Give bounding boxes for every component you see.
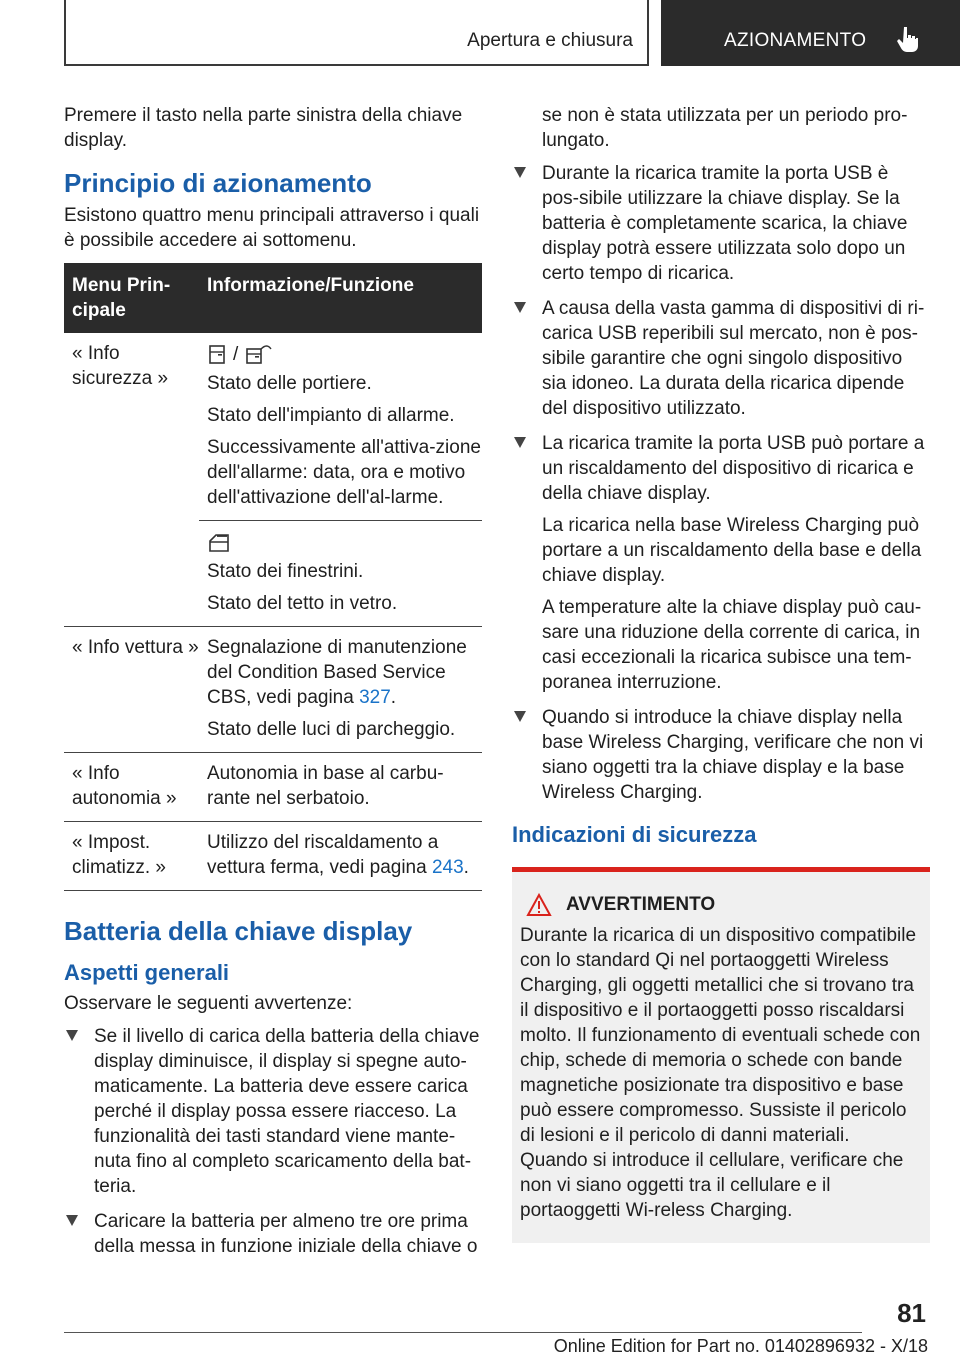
heading-aspetti: Aspetti generali xyxy=(64,960,230,985)
info-finestrini: Stato dei finestrini. xyxy=(207,561,364,582)
menu-table xyxy=(64,263,482,891)
left-column xyxy=(64,103,482,1269)
footer-edition: Online Edition for Part no. 01402896932 - X/18 xyxy=(553,1336,928,1356)
info-autonomia: Autonomia in base al carbu-rante nel serbatoio. xyxy=(207,763,444,809)
window-icon xyxy=(207,531,231,553)
battery-list-right xyxy=(512,103,930,805)
list-item xyxy=(64,1209,482,1259)
hand-pointer-icon xyxy=(897,26,919,52)
table-row xyxy=(64,333,482,521)
right-column xyxy=(512,103,930,1243)
row-info-cell xyxy=(199,822,482,891)
icon-separator: / xyxy=(233,343,239,365)
row-menu-impost-climatizz: « Impost. climatizz. » xyxy=(64,822,199,891)
row-info-cell xyxy=(199,627,482,753)
row-info-cell xyxy=(199,333,482,521)
bullet-text: Se il livello di carica della batteria della chiave display diminuisce, il display si spegne auto-maticamente. La batteria deve essere carica perché il display possa essere riacceso. La funzionalità dei tasti standard viene mante-nuta fino al completo scaricamento della bat-teria. xyxy=(94,1026,480,1197)
heading-principio: Principio di azionamento xyxy=(64,168,372,198)
bullet-text: A causa della vasta gamma di dispositivi di ri-carica USB reperibili sul mercato, non è pos-sibile garantire che ogni singolo dispositivo sia idoneo. La durata della ricarica dipende del dispositivo utilizzato. xyxy=(542,298,925,419)
bullet-triangle-icon xyxy=(514,302,526,313)
bullet-text: La ricarica tramite la porta USB può portare a un riscaldamento del dispositivo di ricarica e della chiave display. xyxy=(542,433,925,504)
table-header-info: Informazione/Funzione xyxy=(199,263,482,333)
bullet-text: Quando si introduce la chiave display nella base Wireless Charging, verificare che non vi siano oggetti tra la chiave display e la base Wireless Charging. xyxy=(542,707,924,803)
info-allarme: Stato dell'impianto di allarme. xyxy=(207,405,455,426)
table-row xyxy=(64,627,482,753)
aspetti-text: Osservare le seguenti avvertenze: xyxy=(64,993,353,1014)
bullet-text: La ricarica nella base Wireless Charging può portare a un riscaldamento della base e della chiave display. xyxy=(542,515,922,586)
header-chapter-title: AZIONAMENTO xyxy=(724,30,867,51)
row-menu-info-vettura: « Info vettura » xyxy=(64,627,199,753)
door-status-icons xyxy=(207,341,482,367)
list-item-continued xyxy=(512,103,930,153)
bullet-triangle-icon xyxy=(514,437,526,448)
list-item xyxy=(64,1024,482,1199)
battery-list-left xyxy=(64,1024,482,1259)
info-risc-end: . xyxy=(463,857,469,878)
row-menu-info-autonomia: « Info autonomia » xyxy=(64,753,199,822)
bullet-text: se non è stata utilizzata per un periodo pro-lungato. xyxy=(542,105,908,151)
page-link-243[interactable]: 243 xyxy=(431,857,464,878)
page-number: 81 xyxy=(897,1298,926,1328)
bullet-triangle-icon xyxy=(66,1030,78,1041)
heading-sicurezza: Indicazioni di sicurezza xyxy=(512,822,757,847)
table-header-menu: Menu Prin-cipale xyxy=(64,263,199,333)
row-info-cell xyxy=(199,753,482,822)
header-chapter-box xyxy=(661,0,960,66)
door-closed-icon xyxy=(207,343,227,365)
list-item xyxy=(512,705,930,805)
bullet-triangle-icon xyxy=(66,1215,78,1226)
table-header-row xyxy=(64,263,482,333)
table-row xyxy=(64,753,482,822)
info-luci: Stato delle luci di parcheggio. xyxy=(207,719,456,740)
bullet-text: Durante la ricarica tramite la porta USB è pos-sibile utilizzare la chiave display. Se la batteria è completamente scarica, la chiave display potrà essere utilizzata solo dopo un certo tempo di ricarica. xyxy=(542,163,908,284)
window-icon-wrap xyxy=(207,529,482,555)
info-attivazione: Successivamente all'attiva-zione dell'allarme: data, ora e motivo dell'attivazione dell'al-larme. xyxy=(207,437,481,508)
intro-text: Premere il tasto nella parte sinistra della chiave display. xyxy=(64,105,463,151)
warning-box xyxy=(512,867,930,1243)
warning-title-row xyxy=(520,892,922,917)
bullet-text: A temperature alte la chiave display può cau-sare una riduzione della corrente di carica, in casi eccezionali la ricarica subisce una tem-poranea interruzione. xyxy=(542,597,922,693)
door-open-icon xyxy=(244,343,272,365)
info-cbs-end: . xyxy=(390,687,397,708)
heading-batteria: Batteria della chiave display xyxy=(64,916,413,946)
footer-divider xyxy=(64,1332,862,1333)
table-row xyxy=(64,822,482,891)
info-tetto: Stato del tetto in vetro. xyxy=(207,593,398,614)
info-riscaldamento xyxy=(207,830,482,880)
list-item xyxy=(512,296,930,421)
list-item xyxy=(512,431,930,695)
bullet-triangle-icon xyxy=(514,167,526,178)
info-risc-text: Utilizzo del riscaldamento a vettura ferma, vedi pagina xyxy=(207,832,439,878)
info-portiere: Stato delle portiere. xyxy=(207,373,372,394)
warning-title: AVVERTIMENTO xyxy=(566,894,716,915)
header-section-title: Apertura e chiusura xyxy=(467,30,633,51)
row-menu-info-sicurezza: « Info sicurezza » xyxy=(64,333,199,627)
warning-triangle-icon xyxy=(526,893,552,917)
row-info-cell xyxy=(199,521,482,627)
info-cbs-text: Segnalazione di manutenzione del Condition Based Service CBS, vedi pagina xyxy=(207,637,467,708)
header-section-box xyxy=(64,0,649,66)
warning-text: Durante la ricarica di un dispositivo compatibile con lo standard Qi nel portaoggetti Wireless Charging, gli oggetti metallici che si trovano tra il dispositivo e il portaoggetti posso riscaldarsi molto. Il funzionamento di eventuali schede con chip, schede di memoria o schede con bande magnetiche posizionate tra dispositivo e base può essere compromesso. Sussiste il pericolo di lesioni e il pericolo di danni materiali. Quando si introduce il cellulare, verificare che non vi siano oggetti tra il cellulare e il portaoggetti Wi-reless Charging. xyxy=(520,925,921,1221)
principio-text: Esistono quattro menu principali attraverso i quali è possibile accedere ai sottomenu. xyxy=(64,205,480,251)
page-link-327[interactable]: 327 xyxy=(359,687,391,708)
bullet-triangle-icon xyxy=(514,711,526,722)
list-item xyxy=(512,161,930,286)
bullet-text: Caricare la batteria per almeno tre ore prima della messa in funzione iniziale della chiave o xyxy=(94,1211,478,1257)
info-cbs xyxy=(207,635,482,710)
